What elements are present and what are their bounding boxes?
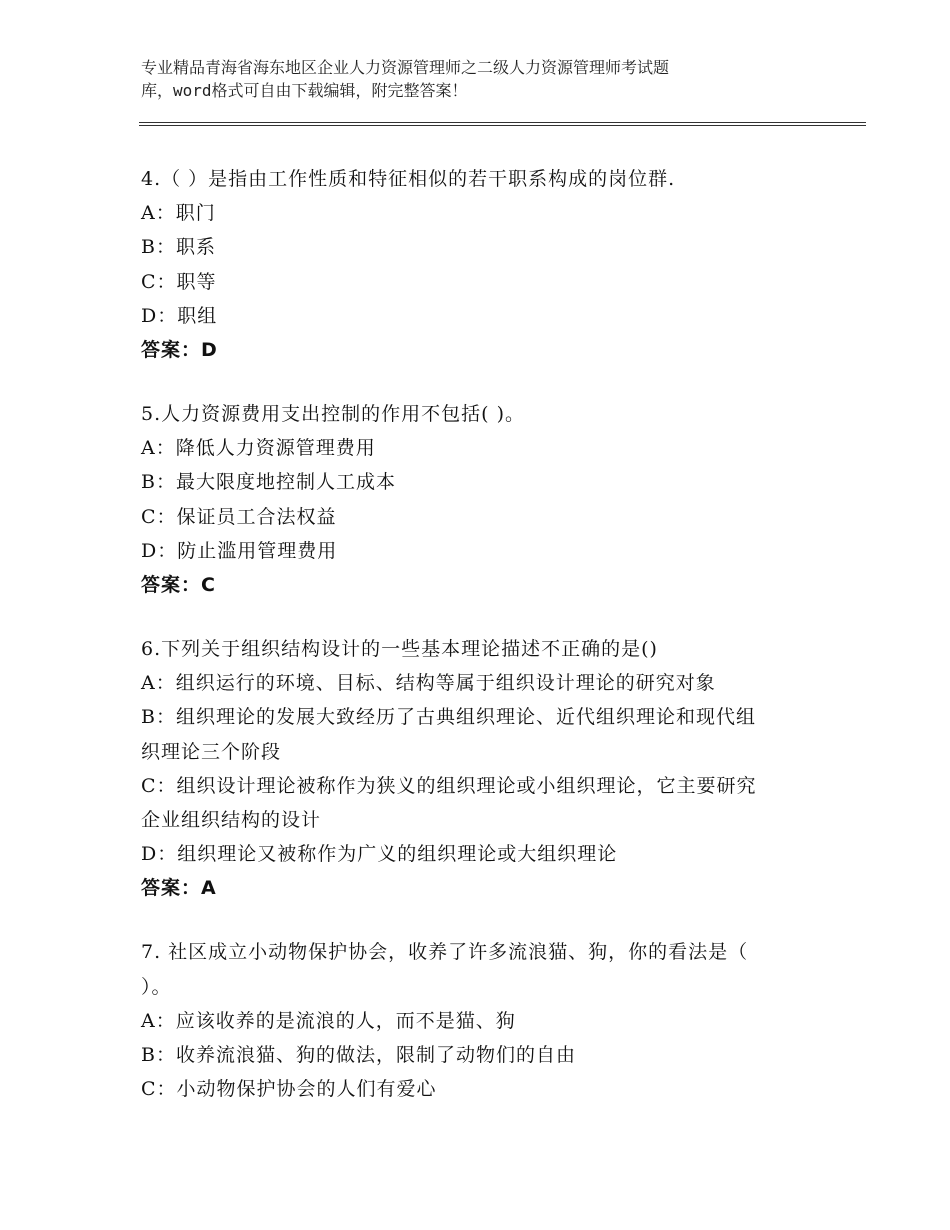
answer-label: 答案：D bbox=[141, 339, 218, 362]
option-c-continued: 企业组织结构的设计 bbox=[141, 809, 322, 832]
document-header bbox=[141, 56, 821, 102]
question-stem: 7. 社区成立小动物保护协会，收养了许多流浪猫、狗，你的看法是（ bbox=[141, 941, 749, 964]
header-line-2: 库，word格式可自由下载编辑，附完整答案！ bbox=[141, 81, 468, 100]
answer-label: 答案：C bbox=[141, 574, 216, 597]
option-b: B：组织理论的发展大致经历了古典组织理论、近代组织理论和现代组 bbox=[141, 706, 756, 729]
question-block bbox=[141, 162, 821, 367]
option-a: A：降低人力资源管理费用 bbox=[141, 437, 376, 460]
option-a: A：组织运行的环境、目标、结构等属于组织设计理论的研究对象 bbox=[141, 672, 716, 695]
question-block bbox=[141, 397, 821, 602]
option-d: D：职组 bbox=[141, 304, 218, 327]
question-block bbox=[141, 935, 821, 1106]
question-stem: 5.人力资源费用支出控制的作用不包括( )。 bbox=[141, 403, 525, 426]
option-b-continued: 织理论三个阶段 bbox=[141, 740, 282, 763]
option-b: B：职系 bbox=[141, 236, 216, 259]
question-stem: 6.下列关于组织结构设计的一些基本理论描述不正确的是() bbox=[141, 638, 658, 661]
header-line-1: 专业精品青海省海东地区企业人力资源管理师之二级人力资源管理师考试题 bbox=[141, 58, 670, 77]
option-c: C：保证员工合法权益 bbox=[141, 505, 337, 528]
question-block bbox=[141, 632, 821, 905]
question-stem: 4.（ ）是指由工作性质和特征相似的若干职系构成的岗位群. bbox=[141, 168, 676, 190]
option-a: A：职门 bbox=[141, 202, 216, 225]
option-b: B：收养流浪猫、狗的做法，限制了动物们的自由 bbox=[141, 1044, 576, 1067]
option-a: A：应该收养的是流浪的人，而不是猫、狗 bbox=[141, 1009, 516, 1032]
header-divider-top bbox=[139, 122, 866, 123]
question-stem-continued: ）。 bbox=[141, 975, 172, 998]
answer-label: 答案：A bbox=[141, 877, 217, 900]
option-c: C：职等 bbox=[141, 270, 217, 293]
option-b: B：最大限度地控制人工成本 bbox=[141, 471, 396, 494]
option-d: D：组织理论又被称作为广义的组织理论或大组织理论 bbox=[141, 843, 618, 866]
header-divider-bottom bbox=[139, 125, 866, 126]
option-c: C：小动物保护协会的人们有爱心 bbox=[141, 1078, 437, 1101]
option-c: C：组织设计理论被称作为狭义的组织理论或小组织理论，它主要研究 bbox=[141, 774, 757, 797]
option-d: D：防止滥用管理费用 bbox=[141, 539, 338, 562]
question-list bbox=[141, 162, 821, 1136]
